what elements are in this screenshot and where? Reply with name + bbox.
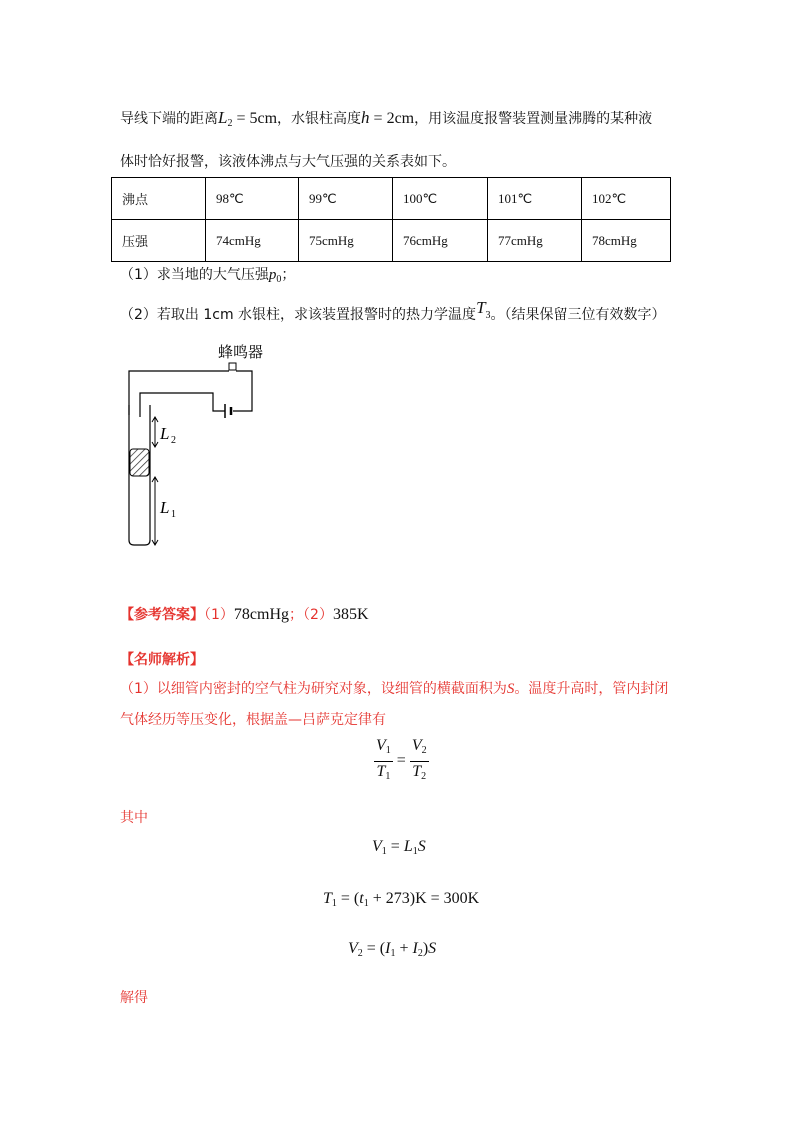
buzzer-label: 蜂鸣器: [218, 343, 264, 361]
intro-text-c: ，用该温度报警装置测量沸腾的某种液: [414, 111, 653, 127]
alarm-device-diagram: [110, 335, 280, 555]
table-row: [112, 178, 671, 220]
table-cell: 74cmHg: [206, 220, 299, 262]
analysis-text-1b: 。温度升高时，管内封闭: [514, 681, 669, 697]
question-2: [120, 298, 666, 330]
question-2-end: 。（结果保留三位有效数字）: [490, 307, 666, 323]
analysis-jiede: 解得: [120, 990, 148, 1006]
formula-V2: V2 = (I1 + I2)S: [348, 940, 437, 959]
table-cell: 100℃: [393, 178, 488, 220]
analysis-line-1: [120, 679, 668, 699]
question-2-text: （2）若取出 1cm 水银柱，求该装置报警时的热力学温度: [120, 307, 477, 323]
answer-value-1: 78cmHg: [233, 606, 290, 623]
formula-T1: T1 = (t1 + 273)K = 300K: [323, 890, 480, 909]
var-h: h: [361, 108, 370, 127]
value-h: = 2cm: [369, 110, 415, 127]
table-cell: 压强: [112, 220, 206, 262]
buzzer-icon: [229, 363, 236, 370]
table-cell: 76cmHg: [393, 220, 488, 262]
formula-V1: V1 = L1S: [372, 838, 426, 857]
analysis-label: 【名师解析】: [120, 652, 204, 668]
fraction-left: $\frac{V1}{T1}$: [376, 737, 391, 782]
analysis-text-1: （1）以细管内密封的空气柱为研究对象，设细管的横截面积为: [120, 681, 507, 697]
table-cell: 75cmHg: [299, 220, 393, 262]
table-cell: 沸点: [112, 178, 206, 220]
analysis-qizhong: 其中: [120, 810, 148, 826]
L2-label-sub: 2: [171, 435, 176, 446]
question-1-text: （1）求当地的大气压强: [120, 267, 269, 283]
L1-label: L: [160, 498, 170, 517]
table-cell: 98℃: [206, 178, 299, 220]
intro-line-2: 体时恰好报警，该液体沸点与大气压强的关系表如下。: [120, 154, 456, 170]
wire-inner: [140, 393, 225, 415]
L2-label: L: [160, 424, 170, 443]
fraction-right: $\frac{V2}{T2}$: [411, 737, 427, 782]
L1-label-sub: 1: [171, 509, 176, 520]
table-cell: 77cmHg: [488, 220, 582, 262]
table-row: [112, 220, 671, 262]
question-1: [120, 265, 295, 290]
var-p-sub: 0: [276, 274, 282, 285]
intro-line-1: [120, 108, 652, 134]
table-cell: 101℃: [488, 178, 582, 220]
table-cell: 99℃: [299, 178, 393, 220]
var-T3: T: [476, 298, 486, 317]
var-T3-sub: 3: [485, 310, 491, 321]
formula-gay-lussac: [374, 736, 429, 787]
intro-text-b: ，水银柱高度: [277, 111, 362, 127]
answer-label: 【参考答案】: [120, 607, 204, 623]
analysis-line-2: 气体经历等压变化，根据盖—吕萨克定律有: [120, 712, 386, 728]
wire-right: [233, 371, 252, 411]
answer-separator: ；（2）: [289, 607, 333, 623]
answer-value-2: 385K: [332, 606, 369, 623]
var-S: S: [506, 681, 515, 697]
equals-sign: =: [396, 752, 406, 770]
var-p: p: [268, 267, 277, 283]
value-L2: = 5cm: [232, 110, 278, 127]
answer-line: [120, 605, 369, 625]
answer-part-1: （1）: [204, 607, 234, 623]
intro-text-a: 导线下端的距离: [120, 111, 218, 127]
mercury-column: [130, 449, 149, 476]
question-1-end: ；: [281, 267, 296, 283]
table-cell: 78cmHg: [582, 220, 671, 262]
var-L2-sub: 2: [227, 118, 233, 129]
var-L2: L: [218, 108, 228, 127]
table-cell: 102℃: [582, 178, 671, 220]
boiling-point-table: [111, 177, 671, 262]
